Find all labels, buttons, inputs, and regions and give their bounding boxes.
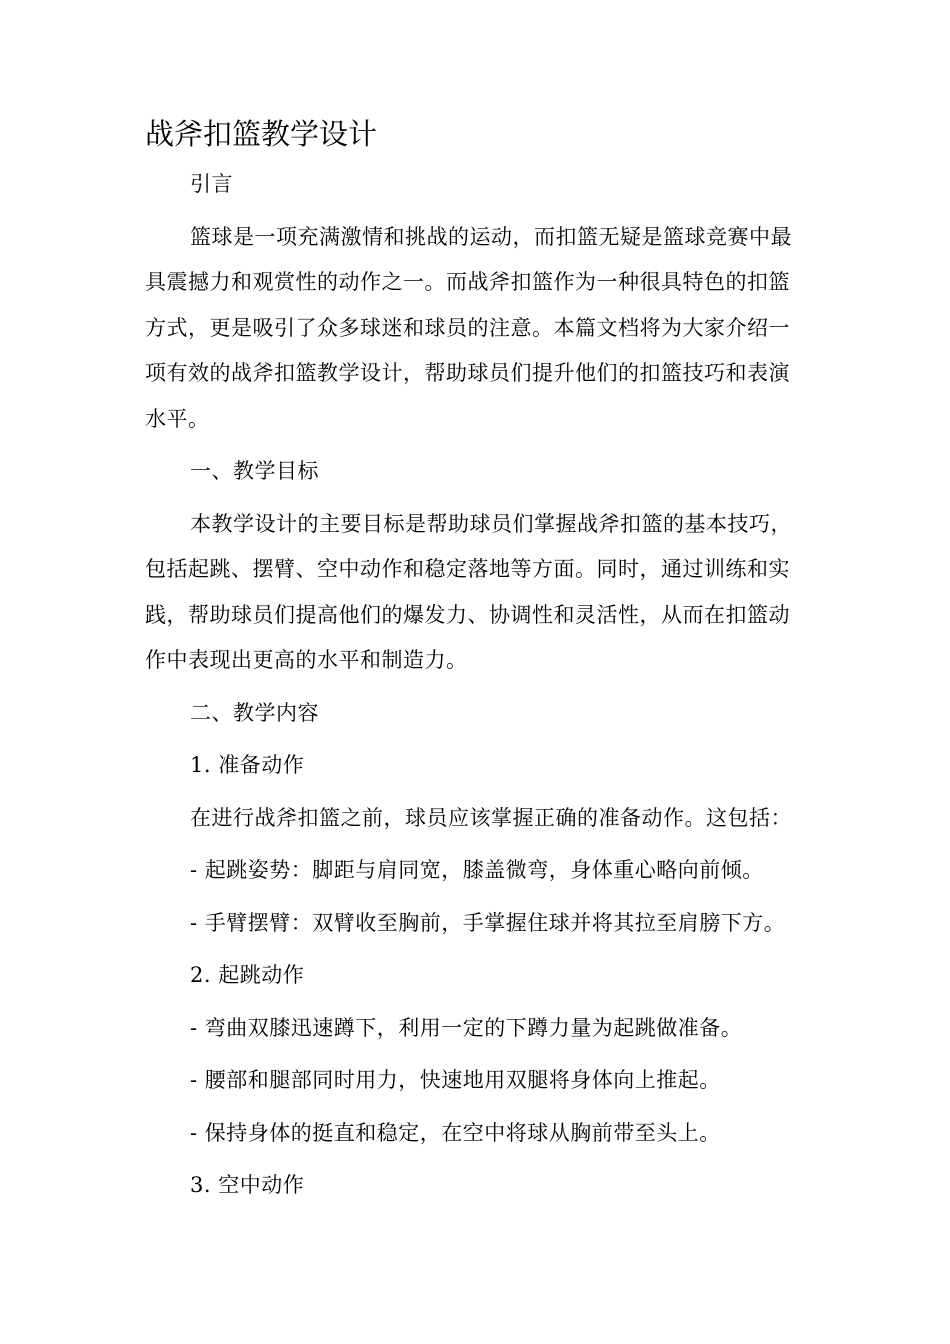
section-heading-content: 二、教学内容 xyxy=(190,700,319,725)
item-heading-air: 3. 空中动作 xyxy=(190,1173,305,1197)
list-item: - 起跳姿势：脚距与肩同宽，膝盖微弯，身体重心略向前倾。 xyxy=(190,858,764,882)
list-item: - 腰部和腿部同时用力，快速地用双腿将身体向上推起。 xyxy=(190,1068,721,1092)
intro-heading: 引言 xyxy=(190,172,233,196)
document-body xyxy=(145,162,805,1209)
list-item: - 弯曲双膝迅速蹲下，利用一定的下蹲力量为起跳做准备。 xyxy=(190,1015,743,1040)
item-heading-preparation: 1. 准备动作 xyxy=(190,753,305,777)
list-item: - 保持身体的挺直和稳定，在空中将球从胸前带至头上。 xyxy=(190,1120,721,1145)
list-item: - 手臂摆臂：双臂收至胸前，手掌握住球并将其拉至肩膀下方。 xyxy=(190,910,786,935)
document-title: 战斧扣篮教学设计 xyxy=(145,117,378,151)
intro-paragraph: 篮球是一项充满激情和挑战的运动，而扣篮无疑是篮球竞赛中最具震撼力和观赏性的动作之一。而战斧扣篮作为一种很具特色的扣篮方式，更是吸引了众多球迷和球员的注意。本篇文档将为大家介绍一项有效的战斧扣篮教学设计，帮助球员们提升他们的扣篮技巧和表演水平。 xyxy=(145,224,792,431)
item-heading-jump: 2. 起跳动作 xyxy=(190,963,305,987)
preparation-paragraph: 在进行战斧扣篮之前，球员应该掌握正确的准备动作。这包括： xyxy=(190,805,792,830)
section-heading-objectives: 一、教学目标 xyxy=(190,459,319,483)
objectives-paragraph: 本教学设计的主要目标是帮助球员们掌握战斧扣篮的基本技巧，包括起跳、摆臂、空中动作和稳定落地等方面。同时，通过训练和实践，帮助球员们提高他们的爆发力、协调性和灵活性，从而在扣篮动作中表现出更高的水平和制造力。 xyxy=(145,511,792,672)
